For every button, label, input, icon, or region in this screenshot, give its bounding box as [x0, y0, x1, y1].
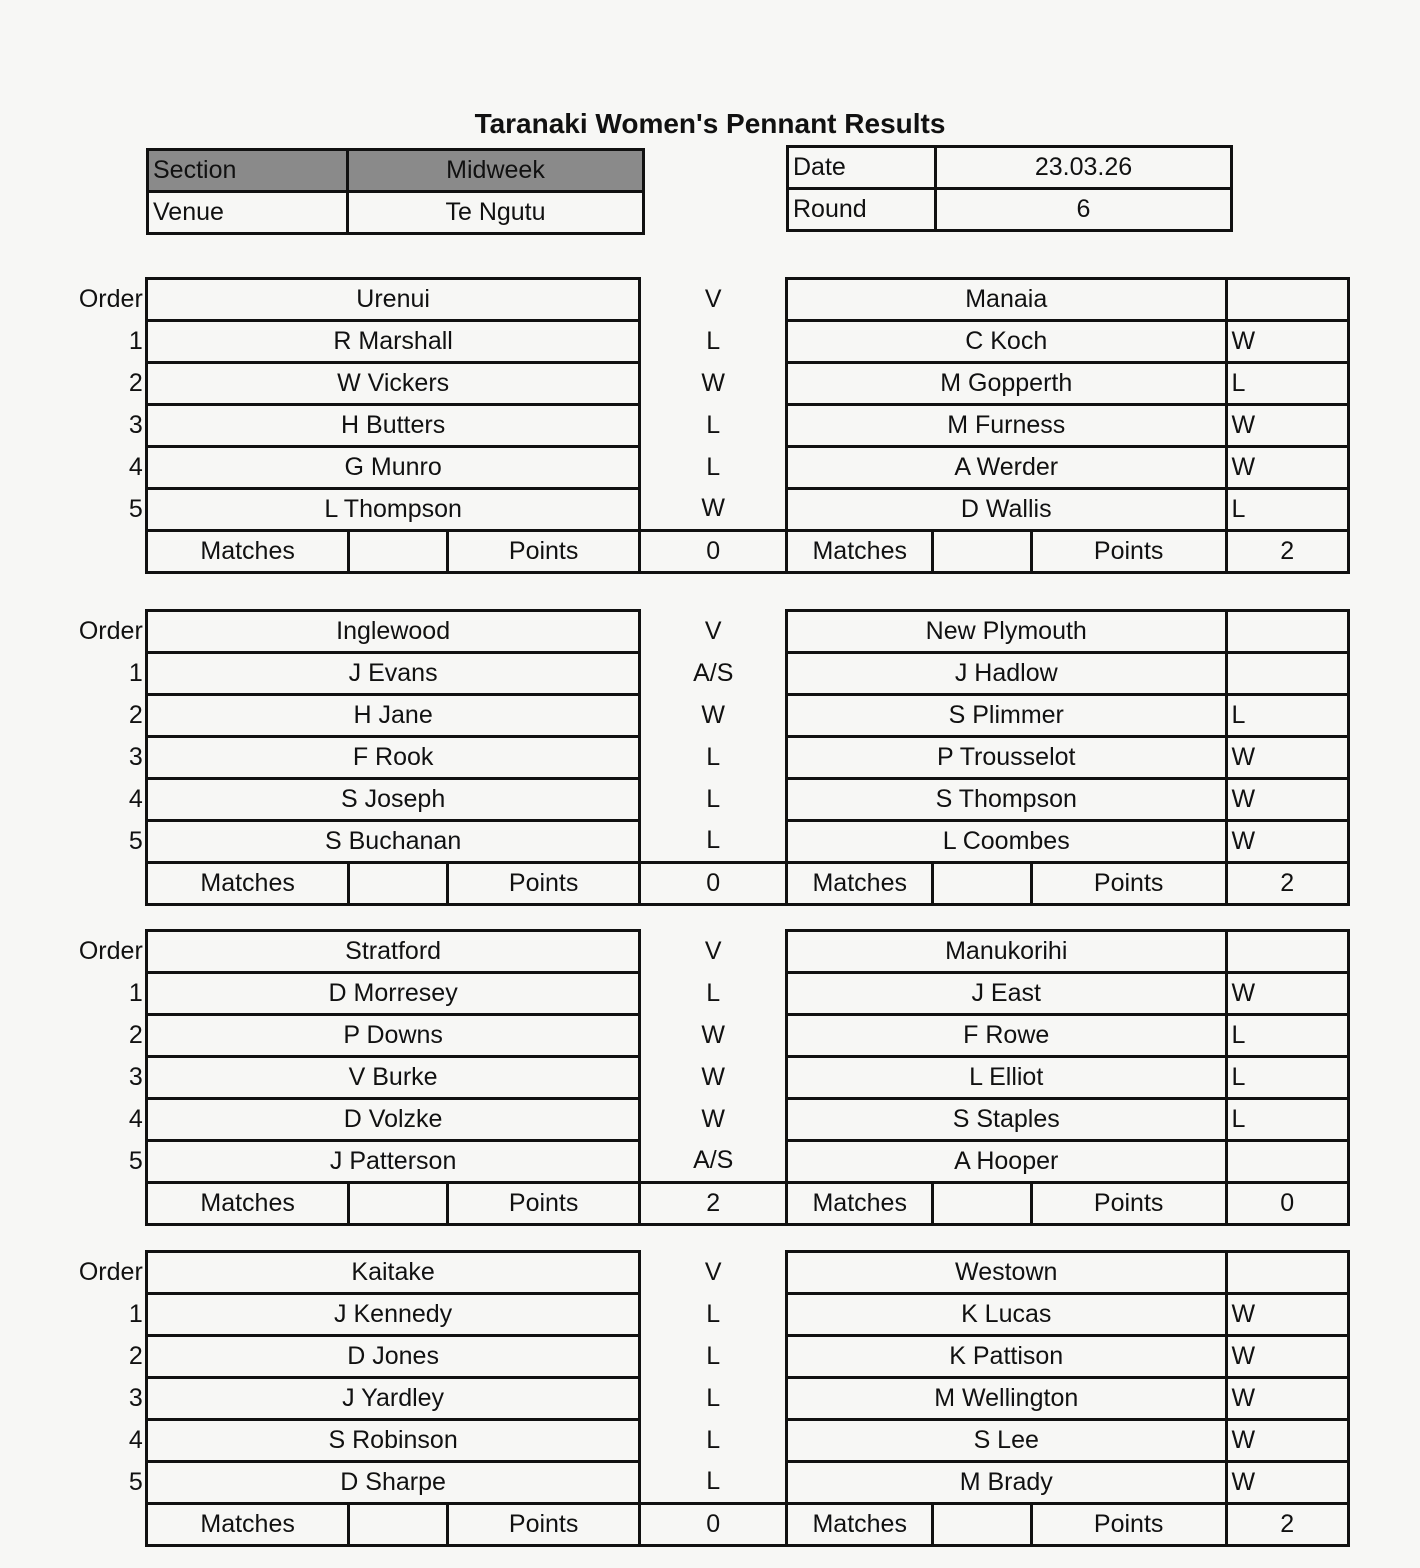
match-table: [68, 609, 1350, 906]
home-matches-value: [349, 1183, 447, 1225]
order-number: 2: [128, 701, 143, 729]
away-header-blank: [1226, 931, 1349, 973]
home-player-result: L: [640, 821, 787, 863]
order-number: 4: [128, 1105, 143, 1133]
order-number: 2: [128, 369, 143, 397]
player-row: [68, 737, 1349, 779]
away-player-result: [1226, 1141, 1349, 1183]
away-player-name: K Pattison: [786, 1336, 1226, 1378]
player-row: [68, 973, 1349, 1015]
home-team-name: Stratford: [146, 931, 640, 973]
away-player-name: C Koch: [786, 321, 1226, 363]
away-player-result: W: [1226, 321, 1349, 363]
round-label: Round: [788, 189, 936, 231]
home-points-value: 0: [640, 863, 787, 905]
home-player-name: D Jones: [146, 1336, 640, 1378]
order-number: 4: [128, 785, 143, 813]
home-player-result: W: [640, 1015, 787, 1057]
home-player-name: H Jane: [146, 695, 640, 737]
order-number: 1: [128, 659, 143, 687]
away-matches-label: Matches: [786, 1183, 933, 1225]
home-player-name: D Morresey: [146, 973, 640, 1015]
totals-row: [68, 863, 1349, 905]
order-spacer: [68, 1504, 146, 1546]
away-player-name: M Furness: [786, 405, 1226, 447]
away-player-result: L: [1226, 1057, 1349, 1099]
away-player-result: W: [1226, 779, 1349, 821]
away-player-result: L: [1226, 1099, 1349, 1141]
home-player-result: L: [640, 973, 787, 1015]
home-points-label: Points: [447, 1183, 640, 1225]
home-player-result: L: [640, 405, 787, 447]
home-player-result: W: [640, 363, 787, 405]
away-player-name: J East: [786, 973, 1226, 1015]
away-points-value: 2: [1226, 863, 1349, 905]
home-player-result: L: [640, 1336, 787, 1378]
order-number: 4: [128, 1426, 143, 1454]
order-number: 4: [128, 453, 143, 481]
home-points-label: Points: [447, 1504, 640, 1546]
away-player-result: W: [1226, 1378, 1349, 1420]
home-player-name: J Yardley: [146, 1378, 640, 1420]
home-player-name: R Marshall: [146, 321, 640, 363]
away-player-result: L: [1226, 1015, 1349, 1057]
order-number: 1: [128, 979, 143, 1007]
player-row: [68, 1141, 1349, 1183]
away-team-name: Manaia: [786, 279, 1226, 321]
home-player-name: S Robinson: [146, 1420, 640, 1462]
away-points-label: Points: [1031, 1183, 1226, 1225]
order-number: 3: [128, 1384, 143, 1412]
away-matches-value: [933, 531, 1031, 573]
order-header: Order: [78, 1258, 143, 1286]
home-player-name: S Joseph: [146, 779, 640, 821]
away-points-value: 0: [1226, 1183, 1349, 1225]
away-player-result: W: [1226, 973, 1349, 1015]
home-player-name: V Burke: [146, 1057, 640, 1099]
home-player-result: L: [640, 779, 787, 821]
order-number: 3: [128, 411, 143, 439]
player-row: [68, 447, 1349, 489]
away-team-name: Westown: [786, 1252, 1226, 1294]
match-table: [68, 1250, 1350, 1547]
player-row: [68, 653, 1349, 695]
home-player-result: L: [640, 1462, 787, 1504]
away-player-result: W: [1226, 737, 1349, 779]
order-spacer: [68, 1183, 146, 1225]
section-value: Midweek: [348, 150, 644, 192]
home-player-result: A/S: [640, 1141, 787, 1183]
home-matches-value: [349, 1504, 447, 1546]
order-number: 5: [128, 495, 143, 523]
away-player-name: S Staples: [786, 1099, 1226, 1141]
totals-row: [68, 1183, 1349, 1225]
away-player-result: W: [1226, 405, 1349, 447]
player-row: [68, 1015, 1349, 1057]
away-player-name: P Trousselot: [786, 737, 1226, 779]
away-player-result: [1226, 653, 1349, 695]
home-player-name: W Vickers: [146, 363, 640, 405]
away-player-result: W: [1226, 1336, 1349, 1378]
away-player-result: W: [1226, 447, 1349, 489]
home-team-name: Inglewood: [146, 611, 640, 653]
player-row: [68, 489, 1349, 531]
home-player-result: W: [640, 1099, 787, 1141]
away-player-result: W: [1226, 1462, 1349, 1504]
player-row: [68, 1057, 1349, 1099]
home-matches-value: [349, 531, 447, 573]
away-points-label: Points: [1031, 863, 1226, 905]
order-header: Order: [78, 937, 143, 965]
home-team-name: Urenui: [146, 279, 640, 321]
away-points-label: Points: [1031, 1504, 1226, 1546]
home-player-name: D Sharpe: [146, 1462, 640, 1504]
away-player-result: W: [1226, 1294, 1349, 1336]
versus-label: V: [640, 1252, 787, 1294]
away-player-name: M Brady: [786, 1462, 1226, 1504]
home-player-name: S Buchanan: [146, 821, 640, 863]
home-points-label: Points: [447, 863, 640, 905]
away-points-value: 2: [1226, 1504, 1349, 1546]
home-player-result: L: [640, 737, 787, 779]
home-matches-label: Matches: [146, 863, 349, 905]
player-row: [68, 1336, 1349, 1378]
away-player-name: M Gopperth: [786, 363, 1226, 405]
away-player-name: F Rowe: [786, 1015, 1226, 1057]
player-row: [68, 405, 1349, 447]
home-points-value: 0: [640, 1504, 787, 1546]
home-player-result: L: [640, 1294, 787, 1336]
player-row: [68, 779, 1349, 821]
away-player-result: W: [1226, 821, 1349, 863]
away-matches-label: Matches: [786, 863, 933, 905]
away-matches-label: Matches: [786, 1504, 933, 1546]
home-matches-value: [349, 863, 447, 905]
player-row: [68, 1420, 1349, 1462]
player-row: [68, 1462, 1349, 1504]
away-player-name: J Hadlow: [786, 653, 1226, 695]
order-number: 5: [128, 827, 143, 855]
away-points-value: 2: [1226, 531, 1349, 573]
away-player-name: A Werder: [786, 447, 1226, 489]
home-player-name: J Kennedy: [146, 1294, 640, 1336]
order-number: 2: [128, 1342, 143, 1370]
away-player-name: L Coombes: [786, 821, 1226, 863]
home-player-name: F Rook: [146, 737, 640, 779]
home-matches-label: Matches: [146, 531, 349, 573]
versus-label: V: [640, 611, 787, 653]
player-row: [68, 821, 1349, 863]
home-player-name: D Volzke: [146, 1099, 640, 1141]
home-player-name: G Munro: [146, 447, 640, 489]
versus-label: V: [640, 279, 787, 321]
away-team-name: Manukorihi: [786, 931, 1226, 973]
away-matches-value: [933, 1183, 1031, 1225]
order-header: Order: [78, 285, 143, 313]
away-matches-value: [933, 1504, 1031, 1546]
venue-label: Venue: [148, 192, 348, 234]
date-round-table: [786, 145, 1233, 232]
home-points-value: 0: [640, 531, 787, 573]
section-label: Section: [148, 150, 348, 192]
away-player-result: L: [1226, 489, 1349, 531]
player-row: [68, 1099, 1349, 1141]
away-player-name: D Wallis: [786, 489, 1226, 531]
home-player-result: L: [640, 1378, 787, 1420]
order-number: 5: [128, 1468, 143, 1496]
away-player-name: S Thompson: [786, 779, 1226, 821]
home-player-result: A/S: [640, 653, 787, 695]
home-player-name: J Patterson: [146, 1141, 640, 1183]
player-row: [68, 695, 1349, 737]
totals-row: [68, 531, 1349, 573]
away-matches-value: [933, 863, 1031, 905]
away-player-name: M Wellington: [786, 1378, 1226, 1420]
away-player-name: K Lucas: [786, 1294, 1226, 1336]
away-player-name: L Elliot: [786, 1057, 1226, 1099]
versus-label: V: [640, 931, 787, 973]
away-player-result: L: [1226, 695, 1349, 737]
away-points-label: Points: [1031, 531, 1226, 573]
home-player-result: L: [640, 1420, 787, 1462]
player-row: [68, 1378, 1349, 1420]
home-matches-label: Matches: [146, 1183, 349, 1225]
order-header: Order: [78, 617, 143, 645]
order-spacer: [68, 863, 146, 905]
order-number: 1: [128, 327, 143, 355]
home-player-result: W: [640, 1057, 787, 1099]
home-player-result: W: [640, 695, 787, 737]
player-row: [68, 363, 1349, 405]
match-table: [68, 277, 1350, 574]
venue-value: Te Ngutu: [348, 192, 644, 234]
page-title: Taranaki Women's Pennant Results: [474, 108, 946, 139]
home-player-name: H Butters: [146, 405, 640, 447]
home-player-result: L: [640, 447, 787, 489]
match-table: [68, 929, 1350, 1226]
away-player-name: S Lee: [786, 1420, 1226, 1462]
home-points-value: 2: [640, 1183, 787, 1225]
home-player-result: L: [640, 321, 787, 363]
home-player-result: W: [640, 489, 787, 531]
date-label: Date: [788, 147, 936, 189]
away-header-blank: [1226, 279, 1349, 321]
away-player-result: L: [1226, 363, 1349, 405]
order-number: 2: [128, 1021, 143, 1049]
away-team-name: New Plymouth: [786, 611, 1226, 653]
round-value: 6: [936, 189, 1232, 231]
away-player-name: S Plimmer: [786, 695, 1226, 737]
section-venue-table: [146, 148, 645, 235]
home-player-name: L Thompson: [146, 489, 640, 531]
away-player-name: A Hooper: [786, 1141, 1226, 1183]
home-player-name: P Downs: [146, 1015, 640, 1057]
order-number: 3: [128, 1063, 143, 1091]
player-row: [68, 321, 1349, 363]
date-value: 23.03.26: [936, 147, 1232, 189]
home-points-label: Points: [447, 531, 640, 573]
player-row: [68, 1294, 1349, 1336]
order-number: 1: [128, 1300, 143, 1328]
away-matches-label: Matches: [786, 531, 933, 573]
totals-row: [68, 1504, 1349, 1546]
home-matches-label: Matches: [146, 1504, 349, 1546]
order-number: 3: [128, 743, 143, 771]
order-spacer: [68, 531, 146, 573]
away-header-blank: [1226, 1252, 1349, 1294]
away-header-blank: [1226, 611, 1349, 653]
away-player-result: W: [1226, 1420, 1349, 1462]
home-team-name: Kaitake: [146, 1252, 640, 1294]
home-player-name: J Evans: [146, 653, 640, 695]
order-number: 5: [128, 1147, 143, 1175]
